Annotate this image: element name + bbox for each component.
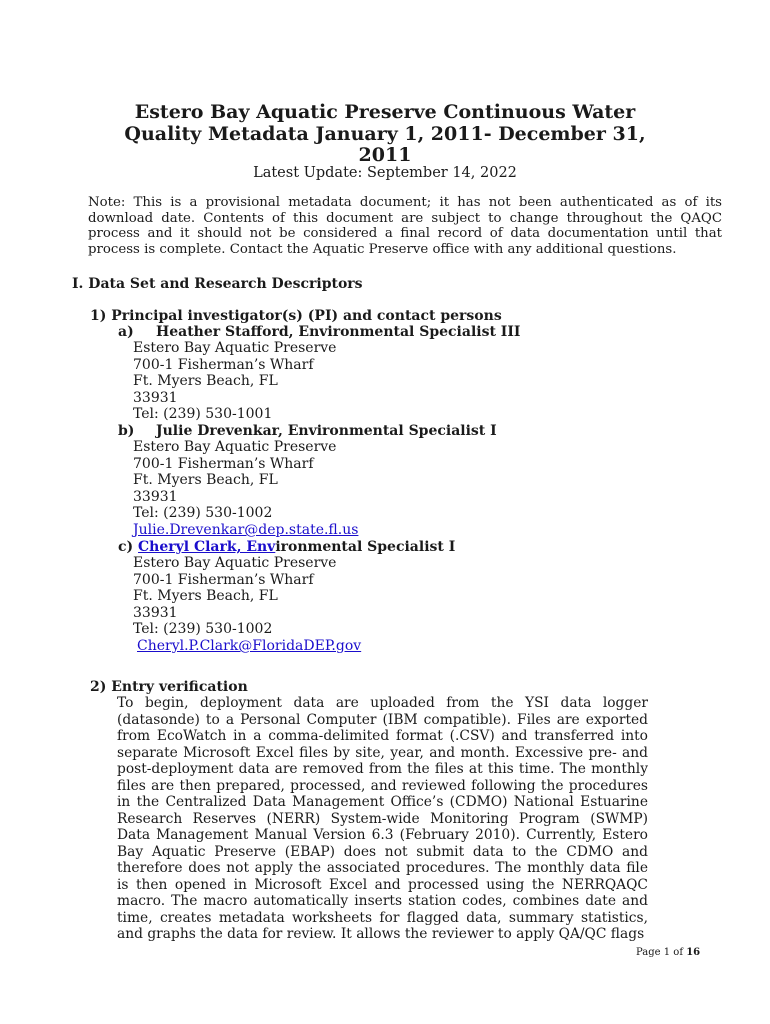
contact-c-marker: c)	[118, 539, 134, 555]
contact-c-name-link[interactable]: Cheryl Clark, Env	[138, 539, 276, 555]
contact-b-heading	[118, 423, 497, 439]
document-title	[120, 102, 650, 167]
contact-b-email-link[interactable]: Julie.Drevenkar@dep.state.fl.us	[133, 521, 359, 538]
contact-b-name: Julie Drevenkar, Environmental Specialist I	[156, 423, 497, 439]
contact-c-name-rest: ironmental Specialist I	[275, 539, 456, 555]
subsection-heading-entry-verification: 2) Entry verification	[90, 679, 248, 695]
contact-c-city: Ft. Myers Beach, FL	[133, 588, 278, 605]
contact-b-address	[133, 439, 358, 539]
footer-prefix: Page	[636, 947, 664, 958]
title-line-2: Quality Metadata January 1, 2011- December 31,	[124, 122, 646, 145]
contact-a-address	[133, 340, 336, 423]
contact-a-heading	[118, 324, 520, 340]
footer-page-number: 1	[663, 947, 671, 958]
latest-update: Latest Update: September 14, 2022	[253, 165, 517, 181]
title-line-3: 2011	[358, 144, 412, 166]
contact-a-city: Ft. Myers Beach, FL	[133, 373, 278, 390]
contact-b-zip: 33931	[133, 488, 178, 505]
contact-a-tel: Tel: (239) 530-1001	[133, 406, 273, 423]
contact-a-marker: a)	[118, 324, 134, 340]
contact-a-org: Estero Bay Aquatic Preserve	[133, 340, 337, 356]
contact-c-street: 700-1 Fisherman’s Wharf	[133, 571, 314, 588]
contact-c-org: Estero Bay Aquatic Preserve	[133, 555, 337, 571]
contact-c-zip: 33931	[133, 604, 178, 621]
title-line-1: Estero Bay Aquatic Preserve Continuous Water	[134, 101, 636, 123]
entry-verification-paragraph: To begin, deployment data are uploaded from the YSI data logger (datasonde) to a Personal Computer (IBM compatible). Files are exported from EcoWatch in a comma-delimited format (.CSV) and transferred into separate Microsoft Excel files by site, year, and month. Excessive pre- and post-deployment data are removed from the files at this time. The monthly files are then prepared, processed, and reviewed following the procedures in the Centralized Data Management Office’s (CDMO) National Estuarine Research Reserves (NERR) System-wide Monitoring Program (SWMP) Data Management Manual Version 6.3 (February 2010). Currently, Estero Bay Aquatic Preserve (EBAP) does not submit data to the CDMO and therefore does not apply the associated procedures. The monthly data file is then opened in Microsoft Excel and processed using the NERRQAQC macro. The macro automatically inserts station codes, combines date and time, creates metadata worksheets for flagged data, summary statistics, and graphs the data for review. It allows the reviewer to apply QA/QC flags	[117, 695, 648, 942]
contact-b-marker: b)	[118, 423, 135, 439]
contact-a-street: 700-1 Fisherman’s Wharf	[133, 356, 314, 373]
page-footer	[636, 947, 700, 959]
contact-c-email-link[interactable]: Cheryl.P.Clark@FloridaDEP.gov	[137, 637, 362, 654]
subsection-heading-principal-investigators: 1) Principal investigator(s) (PI) and contact persons	[90, 308, 502, 324]
contact-b-org: Estero Bay Aquatic Preserve	[133, 439, 337, 455]
contact-a-name: Heather Stafford, Environmental Specialist III	[156, 324, 521, 340]
contact-c-heading	[118, 539, 455, 555]
contact-a-zip: 33931	[133, 389, 178, 406]
section-heading-data-set: I. Data Set and Research Descriptors	[72, 276, 363, 292]
contact-b-city: Ft. Myers Beach, FL	[133, 472, 278, 489]
contact-b-street: 700-1 Fisherman’s Wharf	[133, 455, 314, 472]
contact-c-address	[133, 555, 361, 655]
contact-b-tel: Tel: (239) 530-1002	[133, 505, 273, 522]
footer-total-pages: 16	[686, 947, 701, 958]
footer-of: of	[670, 947, 687, 958]
contact-c-tel: Tel: (239) 530-1002	[133, 621, 273, 638]
provisional-note: Note: This is a provisional metadata document; it has not been authenticated as of its download date. Contents of this document are subject to change throughout the QAQC process and it should not be considered a final record of data documentation until that process is complete. Contact the Aquatic Preserve office with any additional questions.	[88, 195, 722, 257]
